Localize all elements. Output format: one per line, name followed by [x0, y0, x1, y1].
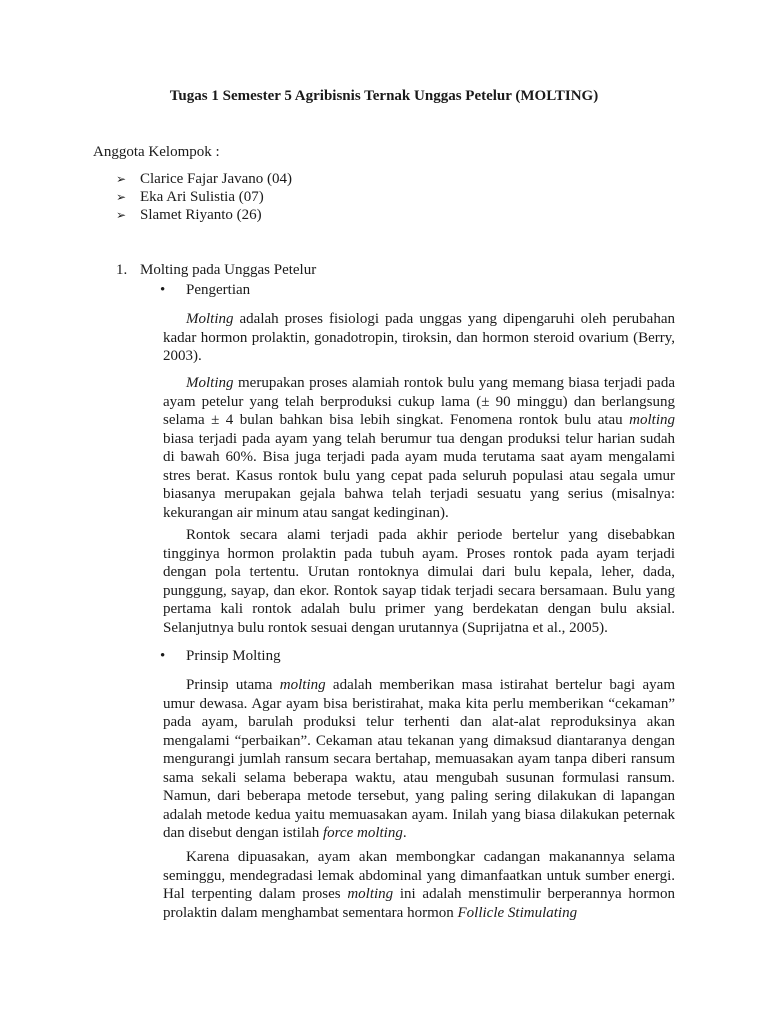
text-run: ini adalah menstimulir berperannya hormon prolaktin dalam menghambat sementara hormon — [163, 886, 675, 921]
subsection-heading: Prinsip Molting — [186, 648, 281, 664]
text-run: adalah proses fisiologi pada unggas yang dipengaruhi oleh perubahan kadar hormon prolaktin, gonadotropin, tiroksin, dan hormon steroid ovarium (Berry, 2003). — [163, 311, 675, 364]
text-run: Rontok secara alami terjadi pada akhir periode bertelur yang disebabkan tingginya hormon prolaktin pada tubuh ayam. Proses rontok pada ayam terjadi dengan pola tertentu. Urutan rontoknya dimulai dari bulu kepala, leher, dada, punggung, sayap, dan ekor. Rontok sayap tidak terjadi secara bersamaan. Bulu yang pertama kali rontok adalah bulu primer yang berdekatan dengan bulu aksial. Selanjutnya bulu rontok sesuai dengan urutannya (Suprijatna et al., 2005). — [163, 527, 675, 636]
arrow-bullet-icon: ➢ — [116, 208, 127, 222]
paragraph — [163, 526, 675, 637]
term-italic: Molting — [186, 375, 234, 391]
member-name: Eka Ari Sulistia (07) — [140, 189, 264, 205]
section-title: Molting pada Unggas Petelur — [140, 262, 317, 278]
group-members-label: Anggota Kelompok : — [93, 144, 220, 160]
term-italic: molting — [347, 886, 394, 902]
member-name: Slamet Riyanto (26) — [140, 207, 262, 223]
text-run: merupakan proses alamiah rontok bulu yang memang biasa terjadi pada ayam petelur yang telah berproduksi cukup lama (± 90 minggu) dan berlangsung selama ± 4 bulan bahkan bisa lebih singkat. Fenomena rontok bulu atau — [163, 375, 675, 428]
paragraph — [163, 310, 675, 366]
member-name: Clarice Fajar Javano (04) — [140, 171, 293, 187]
list-item — [116, 170, 292, 188]
text-run: Karena dipuasakan, ayam akan membongkar cadangan makanannya selama seminggu, mendegradasi lemak abdominal yang dimanfaatkan untuk sumber energi. Hal terpenting dalam proses — [163, 849, 675, 902]
subsection-heading: Pengertian — [186, 282, 251, 298]
arrow-bullet-icon: ➢ — [116, 190, 127, 204]
text-run: . — [402, 825, 407, 841]
text-run: Prinsip utama — [186, 677, 280, 693]
term-italic: molting — [629, 412, 675, 428]
term-italic: molting — [279, 677, 326, 693]
document-title: Tugas 1 Semester 5 Agribisnis Ternak Unggas Petelur (MOLTING) — [169, 88, 599, 104]
text-run: biasa terjadi pada ayam yang telah berumur tua dengan produksi telur harian sudah di bawah 60%. Bisa juga terjadi pada ayam muda terutama saat ayam mengalami stres berat. Kasus rontok bulu yang cepat pada seluruh populasi atau segala umur biasanya merupakan gejala bahwa telah terjadi sesuatu yang serius (misalnya: kekurangan air minum atau sangat kedinginan). — [163, 430, 675, 521]
list-item — [116, 206, 292, 224]
paragraph — [163, 848, 675, 922]
term-italic: Molting — [186, 311, 234, 327]
section-number: 1. — [116, 262, 128, 278]
term-italic: force molting — [322, 825, 403, 841]
bullet-icon: • — [160, 648, 166, 664]
group-members-list — [116, 170, 292, 224]
paragraph — [163, 676, 675, 843]
arrow-bullet-icon: ➢ — [116, 172, 127, 186]
paragraph — [163, 374, 675, 522]
list-item — [116, 188, 292, 206]
term-italic: Follicle Stimulating — [457, 904, 578, 921]
bullet-icon: • — [160, 282, 166, 298]
text-run: adalah memberikan masa istirahat bertelur bagi ayam umur dewasa. Agar ayam bisa beristirahat, maka kita perlu memberikan “cekaman” pada ayam, barulah produksi telur terhenti dan alat-alat reproduksinya akan mengalami “perbaikan”. Cekaman atau tekanan yang dimaksud diantaranya dengan mengurangi jumlah ransum secara bertahap, memuasakan ayam tanpa diberi ransum sama sekali selama beberapa waktu, atau mengubah susunan formulasi ransum. Namun, dari beberapa metode tersebut, yang paling sering dilakukan di lapangan adalah metode kedua yaitu memuasakan ayam. Inilah yang biasa dilakukan peternak dan disebut dengan istilah — [163, 677, 675, 841]
